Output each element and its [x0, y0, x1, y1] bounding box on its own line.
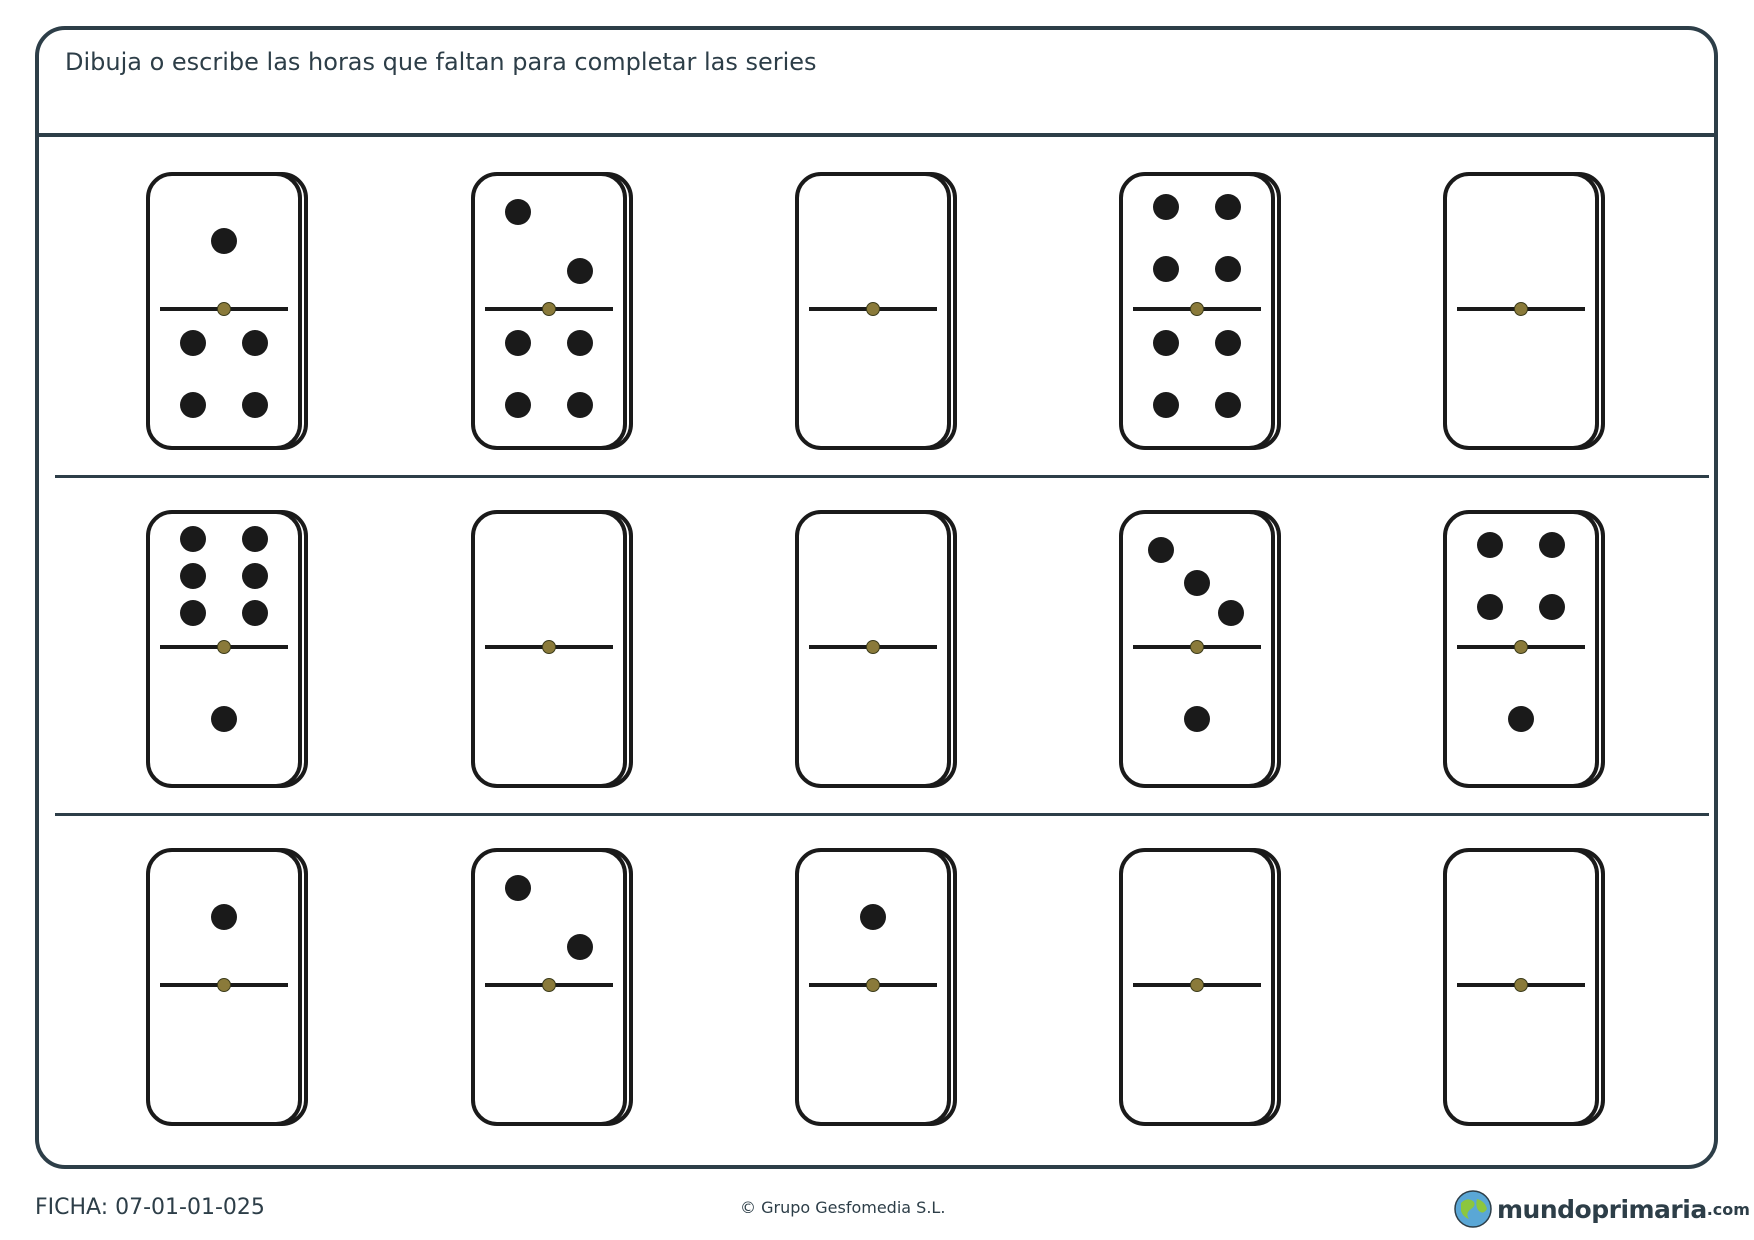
pip-top: [567, 258, 593, 284]
pip-top: [242, 600, 268, 626]
pip-top: [1148, 537, 1174, 563]
domino-tile: [797, 512, 955, 786]
pip-top: [1218, 600, 1244, 626]
copyright-text: © Grupo Gesfomedia S.L.: [740, 1198, 946, 1217]
pip-top: [1153, 256, 1179, 282]
pip-top: [1215, 194, 1241, 220]
brand-tld: .com: [1706, 1199, 1750, 1219]
pip-bottom: [1215, 330, 1241, 356]
domino-center-pin: [1515, 641, 1528, 654]
globe-icon: [1453, 1189, 1493, 1229]
domino-tile: [1121, 512, 1279, 786]
pip-top: [242, 563, 268, 589]
pip-top: [211, 228, 237, 254]
domino-tile: [473, 174, 631, 448]
pip-bottom: [567, 330, 593, 356]
domino-tile: [797, 850, 955, 1124]
domino-center-pin: [543, 979, 556, 992]
pip-top: [242, 526, 268, 552]
pip-top: [180, 600, 206, 626]
pip-bottom: [1215, 392, 1241, 418]
domino-tile: [148, 174, 306, 448]
domino-center-pin: [1515, 979, 1528, 992]
pip-top: [1153, 194, 1179, 220]
pip-top: [211, 904, 237, 930]
domino-tile: [1121, 174, 1279, 448]
pip-top: [1477, 594, 1503, 620]
domino-center-pin: [867, 303, 880, 316]
pip-top: [180, 526, 206, 552]
domino-center-pin: [218, 303, 231, 316]
domino-tile: [1445, 174, 1603, 448]
domino-center-pin: [218, 979, 231, 992]
pip-bottom: [505, 330, 531, 356]
domino-center-pin: [543, 641, 556, 654]
domino-tile: [1445, 850, 1603, 1124]
domino-tile: [1121, 850, 1279, 1124]
domino-center-pin: [1191, 641, 1204, 654]
pip-top: [860, 904, 886, 930]
domino-center-pin: [1191, 979, 1204, 992]
pip-top: [180, 563, 206, 589]
domino-tile: [148, 512, 306, 786]
domino-tile: [148, 850, 306, 1124]
pip-bottom: [180, 392, 206, 418]
pip-bottom: [1153, 392, 1179, 418]
brand-logo-link[interactable]: [1453, 1187, 1750, 1231]
pip-bottom: [211, 706, 237, 732]
pip-bottom: [567, 392, 593, 418]
pip-top: [567, 934, 593, 960]
domino-tile: [473, 850, 631, 1124]
pip-top: [1215, 256, 1241, 282]
pip-top: [1184, 570, 1210, 596]
pip-bottom: [505, 392, 531, 418]
domino-center-pin: [1515, 303, 1528, 316]
domino-tile: [797, 174, 955, 448]
pip-top: [1539, 532, 1565, 558]
domino-tile: [1445, 512, 1603, 786]
pip-top: [505, 875, 531, 901]
pip-bottom: [1184, 706, 1210, 732]
domino-center-pin: [543, 303, 556, 316]
pip-top: [1477, 532, 1503, 558]
domino-tile: [473, 512, 631, 786]
ficha-code: FICHA: 07-01-01-025: [35, 1195, 265, 1220]
pip-bottom: [180, 330, 206, 356]
instruction-text: Dibuja o escribe las horas que faltan para completar las series: [65, 48, 817, 76]
domino-center-pin: [867, 641, 880, 654]
domino-center-pin: [218, 641, 231, 654]
pip-bottom: [1508, 706, 1534, 732]
pip-bottom: [242, 392, 268, 418]
pip-bottom: [242, 330, 268, 356]
brand-name: mundoprimaria: [1497, 1194, 1707, 1224]
pip-bottom: [1153, 330, 1179, 356]
domino-center-pin: [867, 979, 880, 992]
pip-top: [1539, 594, 1565, 620]
domino-center-pin: [1191, 303, 1204, 316]
pip-top: [505, 199, 531, 225]
